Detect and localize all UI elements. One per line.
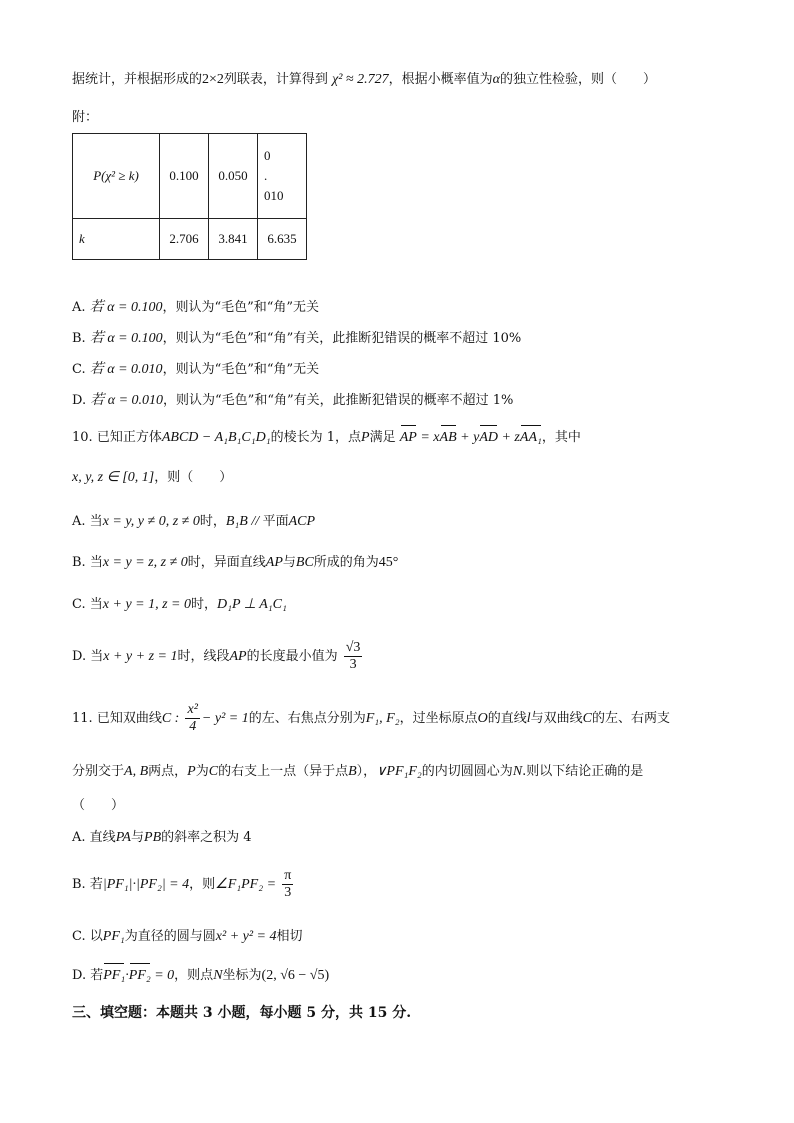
q9-option-a: A. 若 α = 0.100，则认为“毛色”和“角”无关: [72, 300, 320, 315]
q11-stem-cont: 分别交于A, B两点，P为C的右支上一点（异于点B），∨PF₁F₂的内切圆圆心为N.则以下结论正确的是: [72, 764, 644, 779]
q10-option-d: D. 当x + y + z = 1时，线段AP的长度最小值为 $\frac{√3}{3}$: [72, 640, 361, 672]
q11-option-d: D. 若PF₁·PF₂ = 0，则点N坐标为(2, √6 − √5): [72, 966, 329, 986]
fraction: $\frac{\text{x²}}{4}$: [187, 702, 198, 734]
q10-option-c: C. 当x + y = 1, z = 0时，D₁P ⊥ A₁C₁: [72, 597, 287, 612]
vector-ab: AB: [440, 428, 457, 448]
table-cell: 3.841: [209, 219, 258, 260]
q9-option-c: C. 若 α = 0.010，则认为“毛色”和“角”无关: [72, 362, 320, 377]
q11-option-c: C. 以PF₁为直径的圆与圆x² + y² = 4相切: [72, 929, 303, 944]
table-cell: 0.050: [209, 134, 258, 219]
q10-stem: 10. 已知正方体ABCD − A₁B₁C₁D₁的棱长为 1，点P满足 AP = xAB + yAD + zAA₁，其中: [72, 428, 581, 448]
vector-ap: AP: [400, 428, 417, 448]
q11-stem: 11. 已知双曲线C : $\frac{\text{x²}}{4}$ − y² = 1的左、右焦点分别为F₁, F₂，过坐标原点O的直线l与双曲线C的左、右两支: [72, 702, 670, 734]
vector-ad: AD: [479, 428, 498, 448]
q9-stem: 据统计，并根据形成的2×2列联表，计算得到 χ² ≈ 2.727，根据小概率值为α的独立性检验，则（ ）: [72, 72, 657, 87]
vector-pf1: PF₁: [103, 966, 125, 986]
q11-answer-paren: （ ）: [72, 798, 125, 813]
chi-square-value: χ² ≈ 2.727: [332, 72, 389, 87]
appendix-label: 附：: [72, 110, 99, 125]
table-cell: 2.706: [160, 219, 209, 260]
fraction: $\frac{√3}{3}$: [345, 640, 361, 672]
q10-option-b: B. 当x = y = z, z ≠ 0时，异面直线AP与BC所成的角为45°: [72, 555, 399, 570]
table-header-k: k: [73, 219, 160, 260]
table-header-p: P(χ² ≥ k): [73, 134, 160, 219]
section-heading: 三、填空题：本题共 3 小题，每小题 5 分，共 15 分.: [72, 1005, 412, 1021]
q10-option-a: A. 当x = y, y ≠ 0, z ≠ 0时，B₁B // 平面ACP: [72, 514, 316, 529]
vector-aa1: AA₁: [520, 428, 542, 448]
q11-option-b: B. 若|PF₁|·|PF₂| = 4，则∠F₁PF₂ = $\frac{\pi}{3}$: [72, 868, 292, 900]
table-cell: 0 . 010: [258, 134, 307, 219]
q9-option-d: D. 若 α = 0.010，则认为“毛色”和“角”有关，此推断犯错误的概率不超过 1%: [72, 393, 514, 408]
fraction: $\frac{\pi}{3}$: [284, 868, 292, 900]
q9-option-b: B. 若 α = 0.100，则认为“毛色”和“角”有关，此推断犯错误的概率不超过 10%: [72, 331, 522, 346]
table-cell: 6.635: [258, 219, 307, 260]
vector-pf2: PF₂: [129, 966, 151, 986]
q11-option-a: A. 直线PA与PB的斜率之积为 4: [72, 830, 252, 845]
table-cell: 0.100: [160, 134, 209, 219]
q10-stem-cont: x, y, z ∈ [0, 1]，则（ ）: [72, 470, 233, 485]
critical-value-table: [72, 133, 307, 260]
